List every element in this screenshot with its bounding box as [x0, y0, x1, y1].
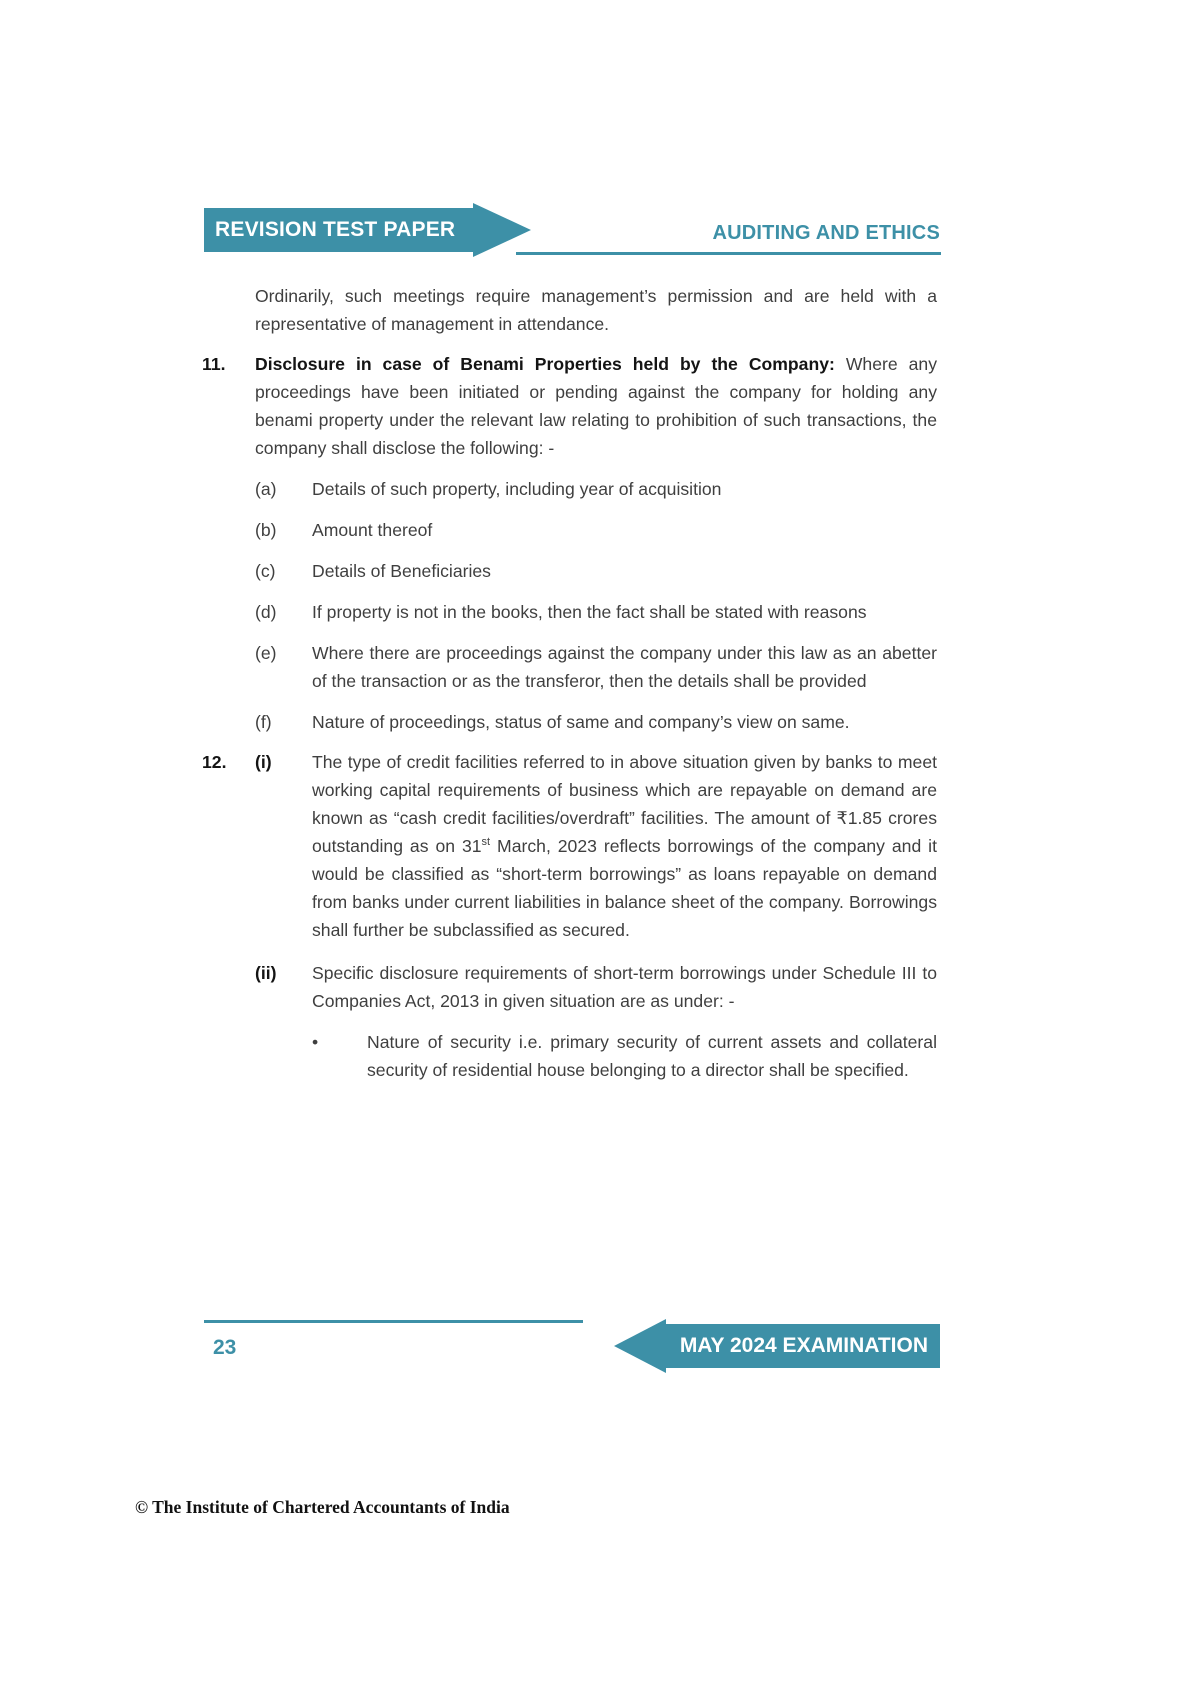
document-content — [0, 282, 1191, 1084]
subitem-text: Details of Beneficiaries — [312, 561, 491, 581]
copyright-text: © The Institute of Chartered Accountants of India — [135, 1497, 510, 1517]
subitem-label: (c) — [255, 561, 276, 581]
footer-divider-line — [204, 1320, 583, 1323]
banner-arrow-left-icon — [614, 1319, 666, 1373]
part-ii-text: Specific disclosure requirements of short-term borrowings under Schedule III to Companies Act, 2013 in given situation are as under: - — [312, 963, 937, 1011]
part-i-label: (i) — [255, 752, 272, 772]
item-11-body — [255, 350, 937, 736]
bullet-text: Nature of security i.e. primary security of current assets and collateral security of residential house belonging to a director shall be specified. — [367, 1032, 937, 1080]
item-11 — [202, 350, 937, 736]
exam-session-banner — [614, 1324, 940, 1368]
subitem-text: Amount thereof — [312, 520, 433, 540]
subitem-label: (f) — [255, 712, 272, 732]
subitem-label: (a) — [255, 479, 277, 499]
banner-label: REVISION TEST PAPER — [204, 208, 473, 252]
subitem-text: Nature of proceedings, status of same and company’s view on same. — [312, 712, 850, 732]
item-12-part-ii — [255, 959, 937, 1084]
subject-title: AUDITING AND ETHICS — [712, 222, 940, 244]
subject-underline — [516, 252, 941, 255]
item-11-lead-rest: Where any proceedings have been initiated or pending against the company for holding any benami property under the relevant law relating to prohibition of such transactions, the company shall disclose the following: - — [255, 354, 937, 458]
part-i-text-part1: The type of credit facilities referred to in above situation given by banks to meet working capital requirements of business which are repayable on demand are known as “cash credit facilities/overdraft” facilities. The amount of ₹1.85 crores outstanding as on 31 — [312, 752, 937, 856]
subitem-text: Where there are proceedings against the company under this law as an abetter of the transaction or as the transferor, then the details shall be provided — [312, 643, 937, 691]
bullet-item — [312, 1028, 937, 1084]
item-11-lead-paragraph — [255, 350, 937, 462]
item-12-body — [255, 748, 937, 1084]
subitem-label: (b) — [255, 520, 277, 540]
exam-session-label: MAY 2024 EXAMINATION — [666, 1324, 940, 1368]
subitem-row — [255, 475, 937, 503]
part-ii-text-block — [312, 959, 937, 1084]
item-11-number: 11. — [202, 354, 226, 374]
subitem-row — [255, 516, 937, 544]
item-12-number: 12. — [202, 752, 227, 772]
intro-paragraph: Ordinarily, such meetings require management’s permission and are held with a representative of management in attendance. — [255, 286, 937, 334]
item-11-lead-bold: Disclosure in case of Benami Properties held by the Company: — [255, 354, 835, 374]
subitem-label: (d) — [255, 602, 277, 622]
banner-arrow-right-icon — [473, 203, 531, 257]
subitem-row — [255, 708, 937, 736]
item-12 — [202, 748, 937, 1084]
subitem-label: (e) — [255, 643, 277, 663]
subitem-row — [255, 557, 937, 585]
subitem-row — [255, 598, 937, 626]
page-number: 23 — [213, 1336, 237, 1359]
part-ii-label: (ii) — [255, 963, 277, 983]
subitem-text: Details of such property, including year of acquisition — [312, 479, 722, 499]
part-i-text — [312, 748, 937, 944]
subitem-row — [255, 639, 937, 695]
ordinal-superscript: st — [481, 836, 491, 849]
subitem-text: If property is not in the books, then the fact shall be stated with reasons — [312, 602, 867, 622]
item-12-part-i — [255, 748, 937, 944]
bullet-marker: • — [312, 1032, 319, 1052]
revision-test-paper-banner — [204, 208, 531, 252]
part-i-text-part2: March, 2023 reflects borrowings of the company and it would be classified as “short-term borrowings” as loans repayable on demand from banks under current liabilities in balance sheet of the company. Borrowings shall further be subclassified as secured. — [312, 836, 937, 940]
